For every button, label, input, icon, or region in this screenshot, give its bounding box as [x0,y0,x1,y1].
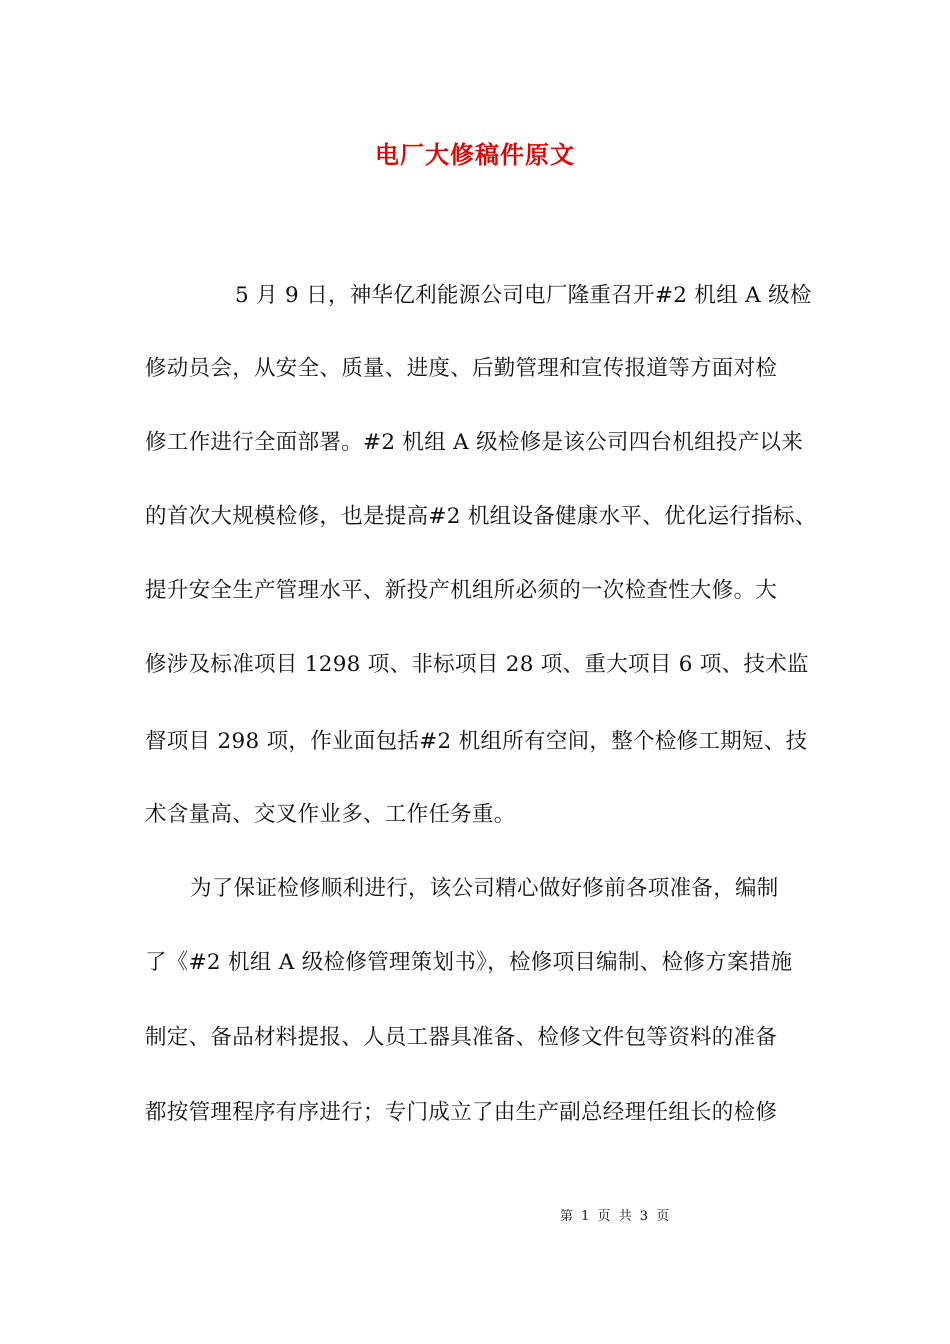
paragraph-line: 督项目 298 项，作业面包括#2 机组所有空间，整个检修工期短、技 [145,729,808,754]
page-number: 第 1 页 共 3 页 [560,1209,672,1224]
paragraph-line: 修动员会，从安全、质量、进度、后勤管理和宣传报道等方面对检 [145,356,778,381]
paragraph-line: 修涉及标准项目 1298 项、非标项目 28 项、重大项目 6 项、技术监 [145,652,809,677]
paragraph-line: 术含量高、交叉作业多、工作任务重。 [145,802,516,827]
document-title: 电厂大修稿件原文 [375,141,575,169]
paragraph-line: 为了保证检修顺利进行，该公司精心做好修前各项准备，编制 [190,876,779,901]
paragraph-line: 了《#2 机组 A 级检修管理策划书》，检修项目编制、检修方案措施 [145,950,793,975]
paragraph-line: 5 月 9 日，神华亿利能源公司电厂隆重召开#2 机组 A 级检 [235,283,812,308]
paragraph-line: 提升安全生产管理水平、新投产机组所必须的一次检查性大修。大 [145,578,778,603]
paragraph-line: 制定、备品材料提报、人员工器具准备、检修文件包等资料的准备 [145,1025,778,1050]
paragraph-line: 修工作进行全面部署。#2 机组 A 级检修是该公司四台机组投产以来 [145,430,804,455]
paragraph-line: 的首次大规模检修，也是提高#2 机组设备健康水平、优化运行指标、 [145,504,817,529]
paragraph-line: 都按管理程序有序进行；专门成立了由生产副总经理任组长的检修 [145,1100,778,1125]
